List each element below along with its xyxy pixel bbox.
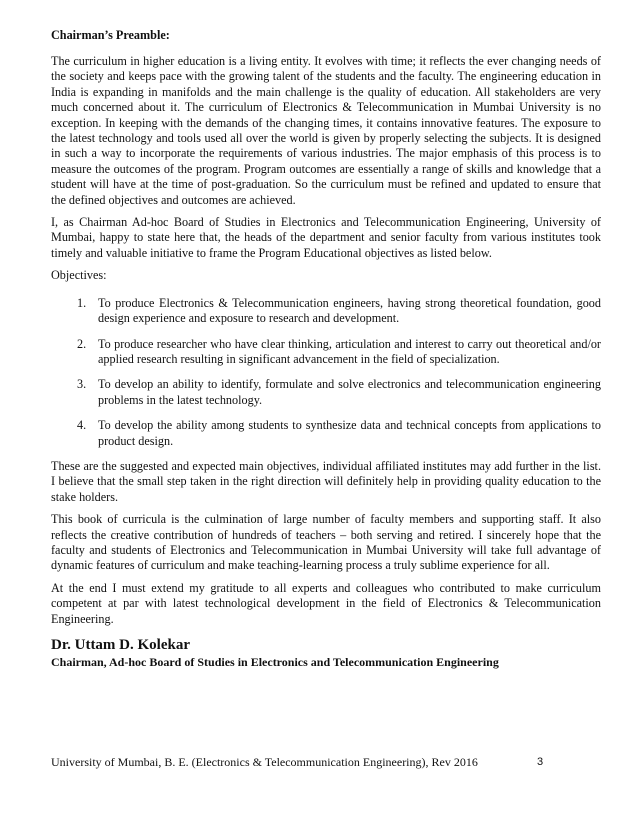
intro-paragraph: The curriculum in higher education is a living entity. It evolves with time; it reflects the ever changing needs of the society and keeps pace with the growing talent of the students and the faculty. The engineering education in India is expanding in manifolds and the main challenge is the quality of education. All stakeholders are very much concerned about it. The curriculum of Electronics & Telecommunication in Mumbai University is no exception. In keeping with the demands of the changing times, it contains innovative features. The exposure to the latest technology and tools used all over the world is given by properly selecting the subjects. It is designed in such a way to incorporate the requirements of various industries. The major emphasis of this process is to measure the outcomes of the program. Program outcomes are essentially a range of skills and knowledge that a student will have at the time of post-graduation. So the curriculum must be refined and updated to ensure that the defined objectives and outcomes are achieved. [51,54,601,207]
signature-block [51,636,611,670]
footer-text: University of Mumbai, B. E. (Electronics & Telecommunication Engineering), Rev 2016 [51,755,478,769]
page-footer [51,755,551,769]
objective-item [51,296,601,327]
closing-paragraph: At the end I must extend my gratitude to all experts and colleagues who contributed to make curriculum competent at par with latest technological development in the field of Electronics & Telecommunication Engineering. [51,580,601,626]
signatory-title: Chairman, Ad-hoc Board of Studies in Electronics and Telecommunication Engineering [51,655,499,669]
objectives-label: Objectives: [51,268,107,283]
objective-item [51,377,601,408]
objective-text: To produce researcher who have clear thinking, articulation and interest to carry out theoretical and/or applied research resulting in significant advancement in the field of specialization. [98,336,601,366]
closing-paragraph: These are the suggested and expected main objectives, individual affiliated institutes may add further in the list. I believe that the small step taken in the right direction will definitely help in providing quality education to the stake holders. [51,458,601,504]
objective-number: 2. [77,336,87,351]
objective-text: To produce Electronics & Telecommunication engineers, having strong theoretical foundation, good design experience and exposure to research and development. [98,295,601,326]
objective-item [51,337,601,368]
signatory-name: Dr. Uttam D. Kolekar [51,637,191,653]
preamble-heading: Chairman’s Preamble: [51,28,170,42]
objective-text: To develop an ability to identify, formulate and solve electronics and telecommunication engineering problems in the latest technology. [98,377,601,407]
objective-number: 1. [77,295,87,310]
objective-text: To develop the ability among students to synthesize data and technical concepts from applications to product design. [98,418,601,448]
objectives-list [51,296,601,449]
objective-number: 4. [77,418,87,433]
closing-paragraph: This book of curricula is the culmination of large number of faculty members and supporting staff. It also reflects the creative contribution of hundreds of teachers – both serving and retired. I sincerely hope that the faculty and students of Electronics and Telecommunication in Mumbai University will take full advantage of dynamic features of curriculum and make teaching-learning process a truly sublime experience for all. [51,512,601,573]
page-number: 3 [537,756,544,768]
chairman-statement-paragraph: I, as Chairman Ad-hoc Board of Studies in Electronics and Telecommunication Engineering, University of Mumbai, happy to state here that, the heads of the department and senior faculty from various institutes took timely and valuable initiative to frame the Program Educational objectives as listed below. [51,215,601,260]
preamble-body [51,28,601,634]
objective-number: 3. [77,377,87,392]
objective-item [51,418,601,449]
